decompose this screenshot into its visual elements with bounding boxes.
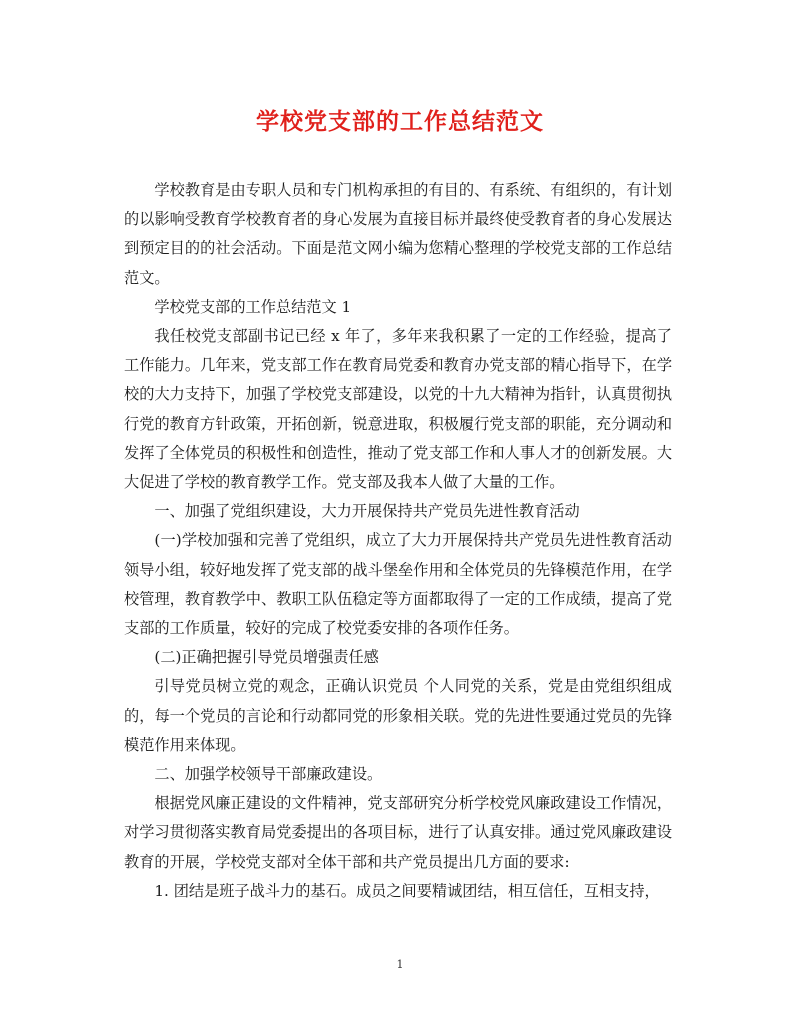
list-item: 1. 团结是班子战斗力的基石。成员之间要精诚团结，相互信任，互相支持， [154,881,660,900]
body-paragraph: 我任校党支部副书记已经 x 年了，多年来我积累了一定的工作经验，提高了工作能力。几年来，党支部工作在教育局党委和教育办党支部的精心指导下，在学校的大力支持下，加强了学校党支部建设，以党的十九大精神为指针，认真贯彻执行党的教育方针政策，开拓创新，锐意进取，积极履行党支部的职能，充分调动和发挥了全体党员的积极性和创造性，推动了党支部工作和人事人才的创新发展。大大促进了学校的教育教学工作。党支部及我本人做了大量的工作。 [124,327,672,492]
subsection-heading: (二)正确把握引导党员增强责任感 [154,648,379,667]
body-paragraph: (一)学校加强和完善了党组织，成立了大力开展保持共产党员先进性教育活动领导小组，较好地发挥了党支部的战斗堡垒作用和全体党员的先锋模范作用，在学校管理，教育教学中、教职工队伍稳定等方面都取得了一定的工作成绩，提高了党支部的工作质量，较好的完成了校党委安排的各项作任务。 [124,531,672,638]
section-heading: 一、加强了党组织建设，大力开展保持共产党员先进性教育活动 [154,502,580,521]
intro-paragraph: 学校教育是由专职人员和专门机构承担的有目的、有系统、有组织的，有计划的以影响受教育学校教育者的身心发展为直接目标并最终使受教育者的身心发展达到预定目的的社会活动。下面是范文网小编为您精心整理的学校党支部的工作总结范文。 [124,181,672,287]
body-paragraph: 引导党员树立党的观念，正确认识党员 个人同党的关系，党是由党组织组成的，每一个党员的言论和行动都同党的形象相关联。党的先进性要通过党员的先锋模范作用来体现。 [124,677,672,754]
document-body [124,176,672,906]
body-paragraph: 根据党风廉正建设的文件精神，党支部研究分析学校党风廉政建设工作情况，对学习贯彻落实教育局党委提出的各项目标，进行了认真安排。通过党风廉政建设教育的开展，学校党支部对全体干部和共产党员提出几方面的要求: [124,794,672,871]
page-number: 1 [396,958,404,971]
document-title: 学校党支部的工作总结范文 [256,108,544,135]
section-heading: 二、加强学校领导干部廉政建设。 [154,765,383,784]
section-heading: 学校党支部的工作总结范文 1 [154,297,352,316]
